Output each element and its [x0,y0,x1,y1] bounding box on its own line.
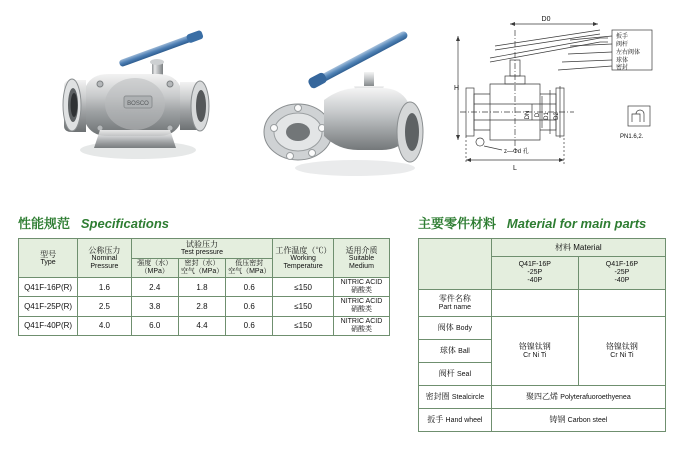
svg-text:BOSCO: BOSCO [127,101,149,107]
cell-seal: 1.8 [178,278,225,297]
cell-part-handwheel: 扳手 Hand wheel [419,409,492,432]
cell-material-ptfe: 聚四乙烯 Polyterafuoroethyenea [491,386,665,409]
cell-lowseal: 0.6 [226,278,273,297]
material-title [418,213,646,232]
header-seal: 密封（水） 空气（MPa） [178,259,225,278]
drawing-callout-4: 球体 [616,58,629,64]
table-row [419,386,666,409]
cell-seal: 2.8 [178,297,225,316]
table-header-row [19,239,390,259]
cell-material-col2-blank [578,290,665,317]
cell-temperature: ≤150 [273,278,334,297]
table-row [419,290,666,317]
table-row [19,316,390,335]
specifications-title-cn: 性能规范 [18,216,71,231]
cell-temperature: ≤150 [273,297,334,316]
drawing-callout-1: 扳手 [616,34,629,40]
drawing-label-dn: DN [525,110,531,120]
drawing-label-d1: D1 [544,112,550,120]
table-row [19,297,390,316]
cell-material-col2-merged: 铬镍钛钢 Cr Ni Ti [578,317,665,386]
specifications-table [18,238,390,336]
cell-part-name-heading: 零件名称 Part name [419,290,492,317]
header-type: 型号 Type [19,239,78,278]
header-material: 材料 Material [491,239,665,257]
header-working-temperature: 工作温度（℃） Working Temperature [273,239,334,278]
drawing-label-d: D [535,112,541,118]
drawing-label-pn: PN1.6,2. [620,134,644,140]
material-title-en: Material for main parts [506,216,647,231]
cell-part-ball: 球体 Ball [419,340,492,363]
specifications-title-en: Specifications [80,216,169,231]
cell-nominal: 2.5 [78,297,131,316]
cell-nominal: 4.0 [78,316,131,335]
cell-part-seal: 阀杆 Seal [419,363,492,386]
material-title-cn: 主要零件材料 [418,216,497,231]
cell-material-col1-merged: 铬镍钛钢 Cr Ni Ti [491,317,578,386]
drawing-callout-2: 阀杆 [616,42,629,48]
cell-medium: NITRIC ACID 硝酸类 [333,278,389,297]
cell-type: Q41F-40P(R) [19,316,78,335]
drawing-label-d0: D0 [541,16,551,23]
cell-lowseal: 0.6 [226,316,273,335]
cell-type: Q41F-16P(R) [19,278,78,297]
cell-strength: 6.0 [131,316,178,335]
cell-seal: 4.4 [178,316,225,335]
drawing-label-zphid: z—Φd 孔 [504,149,529,155]
header-strength: 强度（水） （MPa） [131,259,178,278]
valve-photo-front [40,18,255,183]
technical-drawing [450,10,675,195]
cell-nominal: 1.6 [78,278,131,297]
cell-part-stealcircle: 密封圈 Stealcircle [419,386,492,409]
table-row [419,317,666,340]
cell-material-carbon-steel: 铸钢 Carbon steel [491,409,665,432]
drawing-label-d2: D2 [554,112,560,120]
cell-medium: NITRIC ACID 硝酸类 [333,297,389,316]
drawing-label-l: L [513,165,517,172]
table-row [19,278,390,297]
product-images [0,0,680,200]
cell-part-body: 阀体 Body [419,317,492,340]
cell-strength: 3.8 [131,297,178,316]
header-low-pressure-seal: 低压密封 空气（MPa） [226,259,273,278]
drawing-callout-3: 左右阀体 [616,50,641,56]
cell-temperature: ≤150 [273,316,334,335]
table-row [419,409,666,432]
cell-medium: NITRIC ACID 硝酸类 [333,316,389,335]
valve-photo-side [250,20,445,185]
header-nominal-pressure: 公称压力 Nominal Pressure [78,239,131,278]
cell-type: Q41F-25P(R) [19,297,78,316]
header-suitable-medium: 适用介质 Suitable Medium [333,239,389,278]
header-test-pressure: 试验压力 Test pressure [131,239,273,259]
drawing-callout-5: 密封 [616,65,629,71]
drawing-label-h: H [454,85,460,92]
header-material-col1: Q41F-16P -25P -40P [491,257,578,290]
cell-strength: 2.4 [131,278,178,297]
table-header-row [419,239,666,257]
header-part-name [419,239,492,290]
specifications-title [18,213,169,232]
cell-lowseal: 0.6 [226,297,273,316]
material-table [418,238,666,432]
cell-material-col1-blank [491,290,578,317]
header-material-col2: Q41F-16P -25P -40P [578,257,665,290]
